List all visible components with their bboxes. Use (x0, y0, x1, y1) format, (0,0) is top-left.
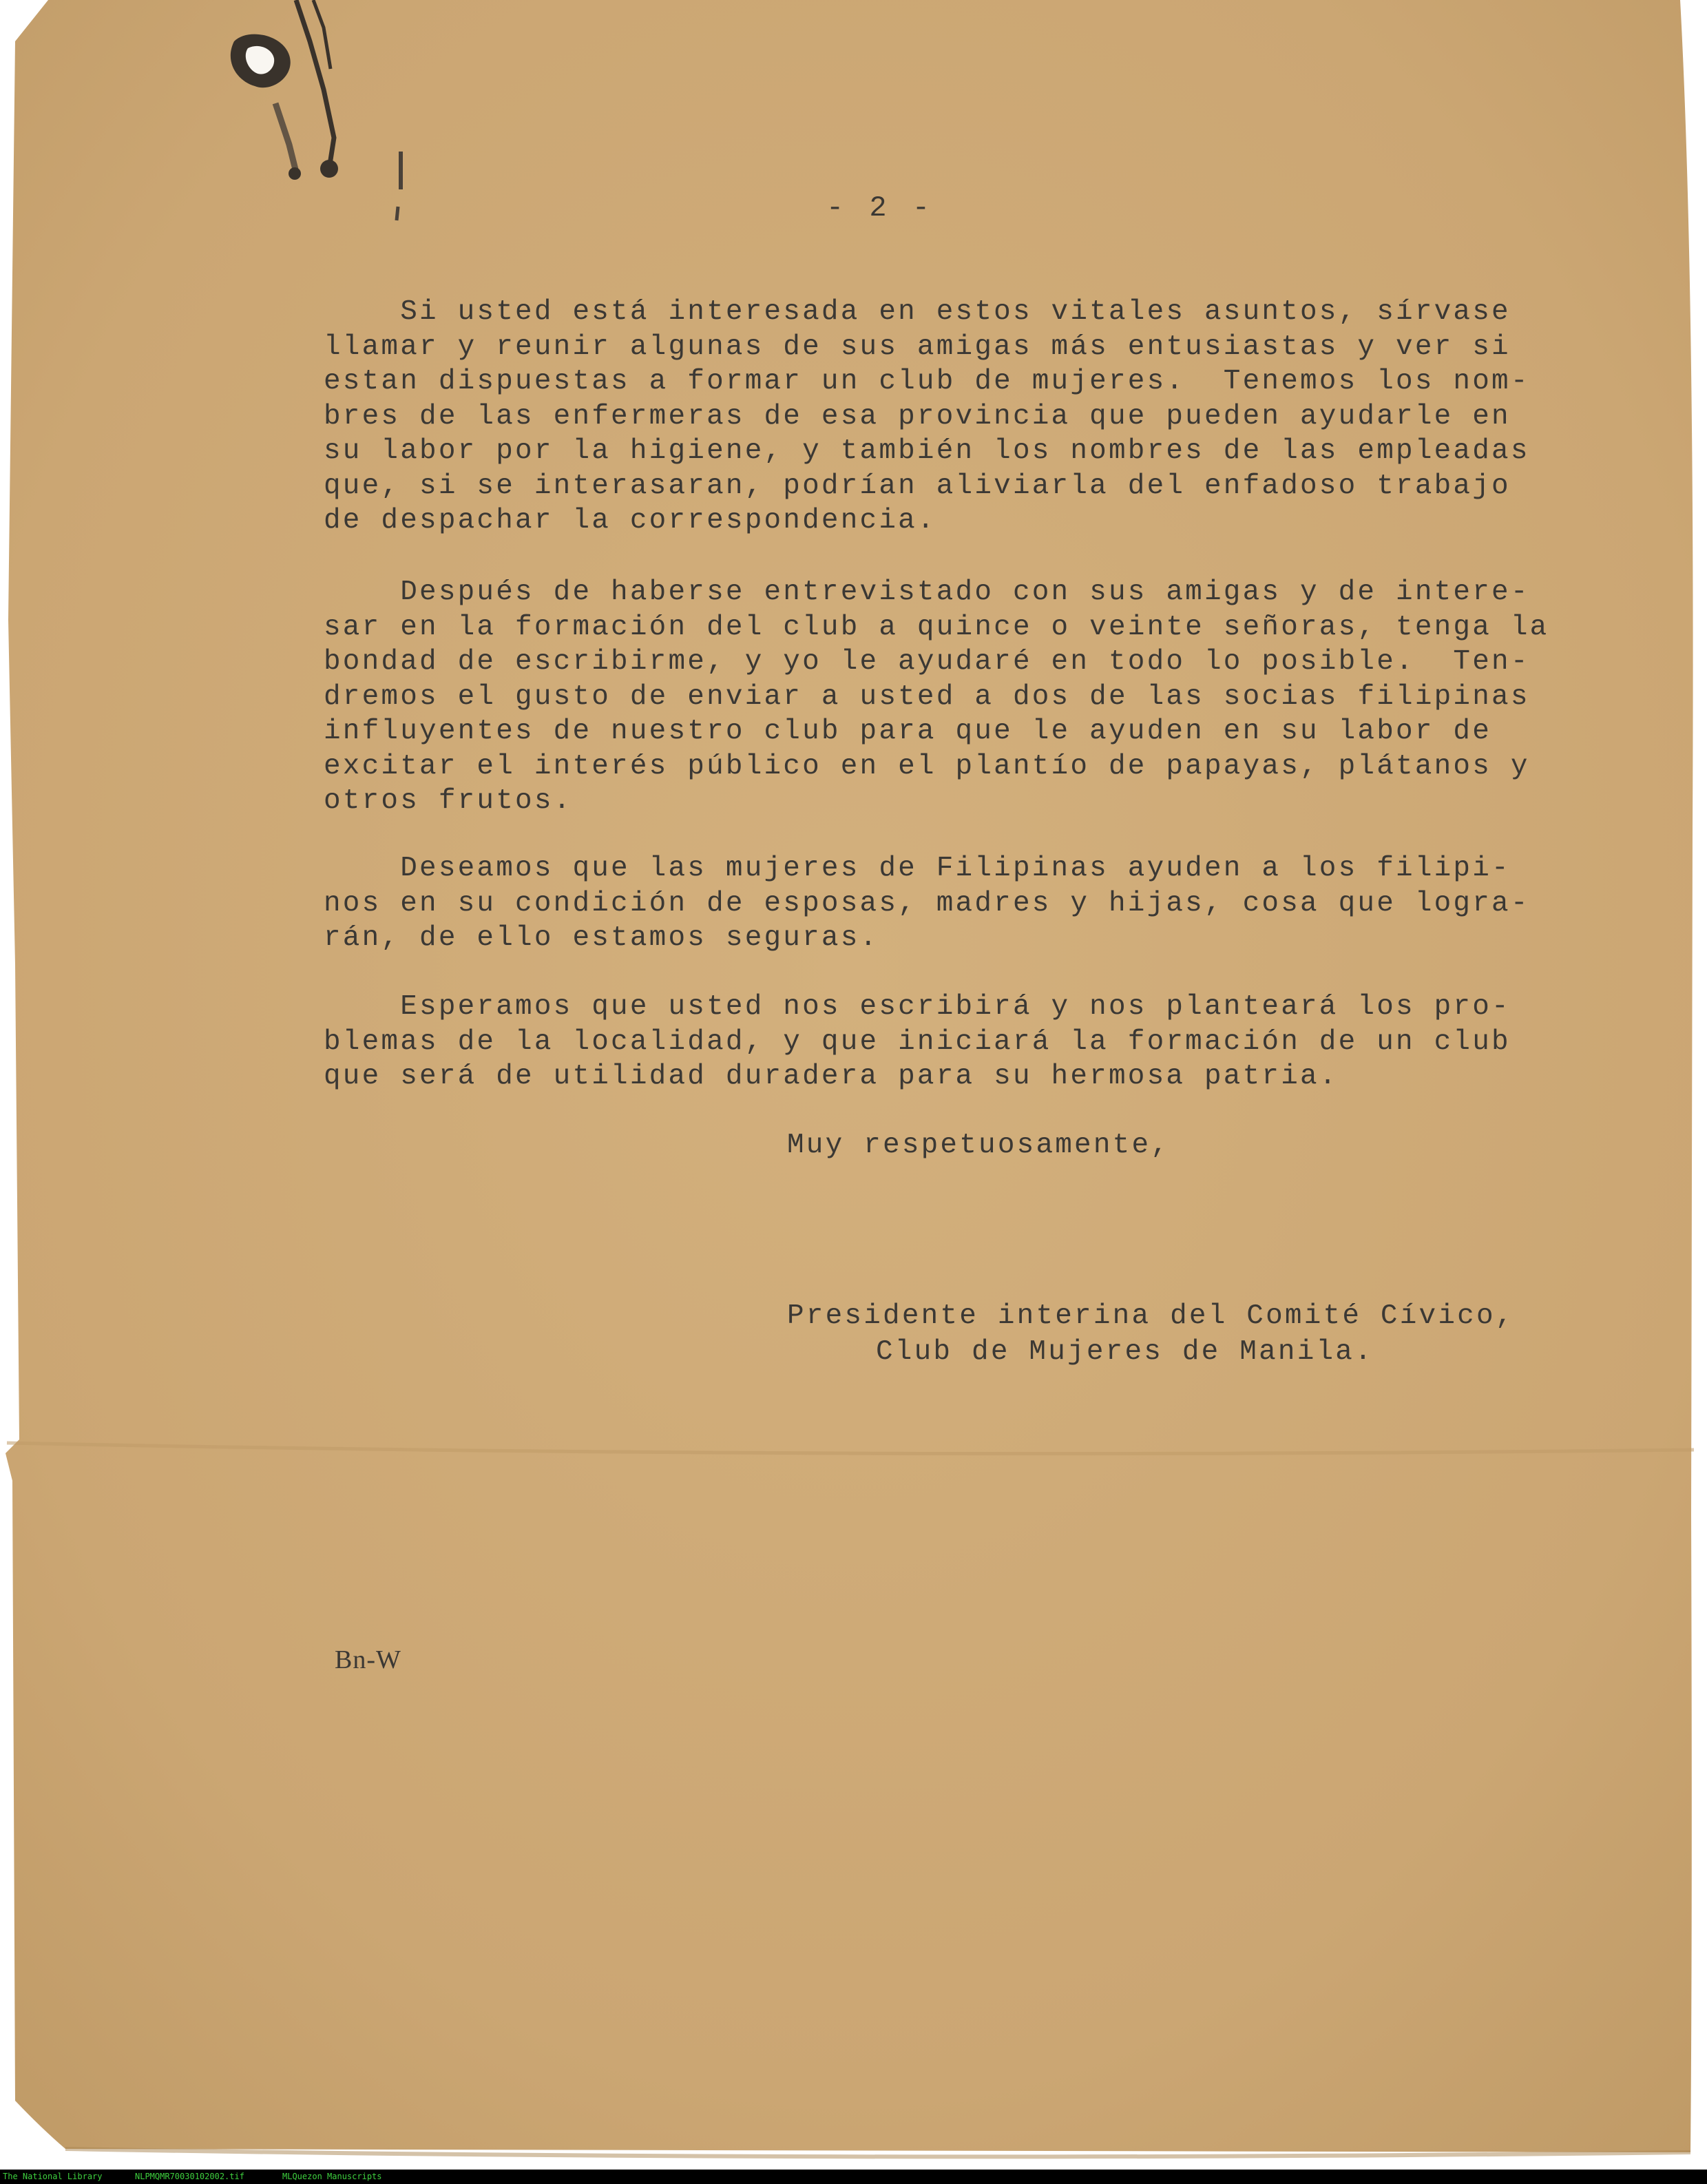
text-line: de despachar la correspondencia. (324, 505, 936, 537)
text-line: estan dispuestas a formar un club de mujeres. Tenemos los nom- (324, 366, 1530, 397)
paragraph-3 (324, 851, 1530, 956)
page-number: - 2 - (826, 191, 934, 225)
signature-organization: Club de Mujeres de Manila. (876, 1336, 1374, 1368)
text-line: rán, de ello estamos seguras. (324, 922, 879, 954)
text-line: influyentes de nuestro club para que le ayuden en su labor de (324, 716, 1492, 747)
text-line: que será de utilidad duradera para su hermosa patria. (324, 1061, 1339, 1092)
text-line: su labor por la higiene, y también los nombres de las empleadas (324, 435, 1530, 467)
text-line: Deseamos que las mujeres de Filipinas ayuden a los filipi- (324, 853, 1511, 884)
signature-title: Presidente interina del Comité Cívico, (787, 1300, 1515, 1332)
text-line: Esperamos que usted nos escribirá y nos planteará los pro- (324, 991, 1511, 1023)
footer-library: The National Library (3, 2172, 103, 2181)
paragraph-1 (324, 295, 1530, 539)
text-line: sar en la formación del club a quince o veinte señoras, tenga la (324, 611, 1549, 643)
text-line: bondad de escribirme, y yo le ayudaré en todo lo posible. Ten- (324, 646, 1530, 678)
paragraph-4 (324, 990, 1511, 1094)
text-line: Después de haberse entrevistado con sus amigas y de intere- (324, 576, 1530, 608)
closing-salutation: Muy respetuosamente, (787, 1130, 1171, 1161)
footer-filename: NLPMQMR70030102002.tif (135, 2172, 244, 2181)
footer-collection: MLQuezon Manuscripts (282, 2172, 382, 2181)
text-line: excitar el interés público en el plantío de papayas, plátanos y (324, 750, 1530, 782)
text-line: blemas de la localidad, y que iniciará la formación de un club (324, 1026, 1511, 1058)
text-line: nos en su condición de esposas, madres y hijas, cosa que logra- (324, 887, 1530, 919)
typist-initials: Bn-W (335, 1645, 401, 1674)
text-line: dremos el gusto de enviar a usted a dos de las socias filipinas (324, 680, 1530, 713)
text-line: otros frutos. (324, 785, 573, 817)
text-line: bres de las enfermeras de esa provincia que pueden ayudarle en (324, 400, 1511, 433)
text-line: que, si se interasaran, podrían aliviarla del enfadoso trabajo (324, 470, 1511, 502)
paragraph-2 (324, 575, 1549, 819)
text-line: llamar y reunir algunas de sus amigas más entusiastas y ver si (324, 331, 1511, 363)
text-line: Si usted está interesada en estos vitales asuntos, sírvase (324, 296, 1511, 328)
archive-footer-bar (0, 2170, 1707, 2184)
